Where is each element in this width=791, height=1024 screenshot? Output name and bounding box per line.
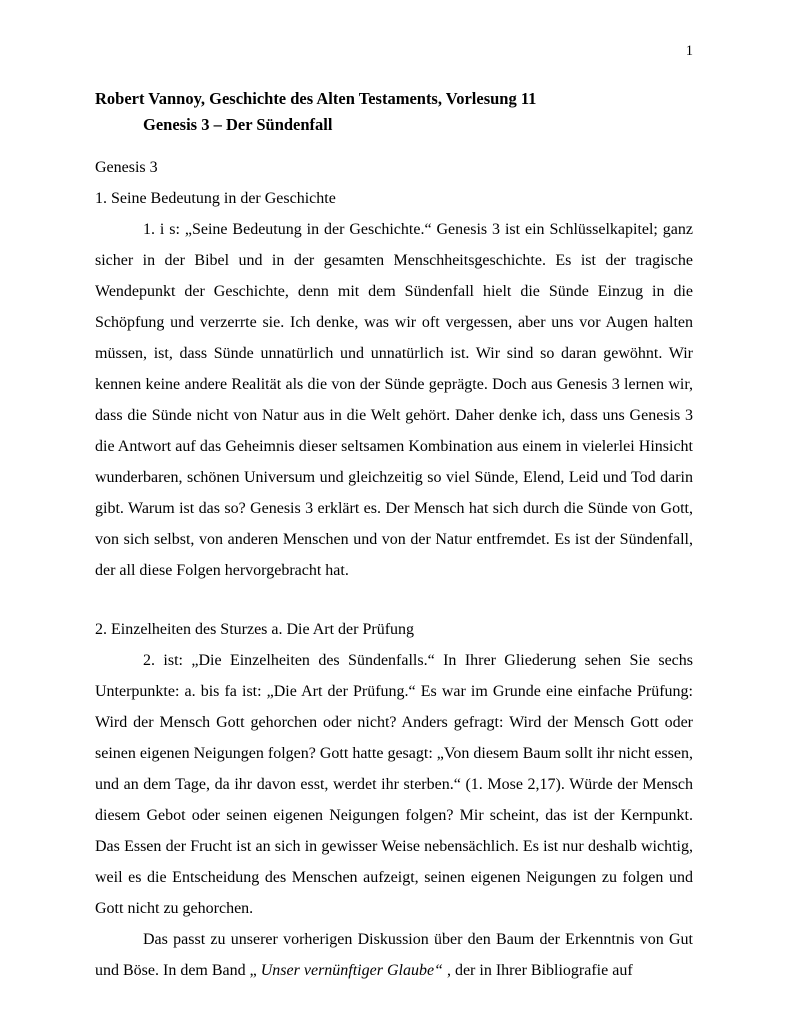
paragraph-3-text-end: , der in Ihrer Bibliografie auf: [446, 962, 633, 979]
paragraph-1: 1. i s: „Seine Bedeutung in der Geschichte.“ Genesis 3 ist ein Schlüsselkapitel; ganz sicher in der Bibel und in der gesamten Menschheitsgeschichte. Es ist der tragische Wendepunkt der Geschichte, denn mit dem Sündenfall hielt die Sünde Einzug in die Schöpfung und verzerrte sie. Ich denke, was wir oft vergessen, aber uns vor Augen halten müssen, ist, dass Sünde unnatürlich und unnatürlich ist. Wir sind so daran gewöhnt. Wir kennen keine andere Realität als die von der Sünde geprägte. Doch aus Genesis 3 lernen wir, dass die Sünde nicht von Natur aus in die Welt gehört. Daher denke ich, dass uns Genesis 3 die Antwort auf das Geheimnis dieser seltsamen Kombination aus einem in vielerlei Hinsicht wunderbaren, schönen Universum und gleichzeitig so viel Sünde, Elend, Leid und Tod darin gibt. Warum ist das so? Genesis 3 erklärt es. Der Mensch hat sich durch die Sünde von Gott, von sich selbst, von anderen Menschen und von der Natur entfremdet. Es ist der Sündenfall, der all diese Folgen hervorgebracht hat.: [95, 221, 693, 579]
paragraph-3: [95, 924, 693, 986]
section-1-heading: 1. Seine Bedeutung in der Geschichte: [95, 190, 336, 207]
paragraph-2: 2. ist: „Die Einzelheiten des Sündenfalls.“ In Ihrer Gliederung sehen Sie sechs Unterpunkte: a. bis fa ist: „Die Art der Prüfung.“ Es war im Grunde eine einfache Prüfung: Wird der Mensch Gott gehorchen oder nicht? Anders gefragt: Wird der Mensch Gott oder seinen eigenen Neigungen folgen? Gott hatte gesagt: „Von diesem Baum sollt ihr nicht essen, und an dem Tage, da ihr davon esst, werdet ihr sterben.“ (1. Mose 2,17). Würde der Mensch diesem Gebot oder seinen eigenen Neigungen folgen? Mir scheint, das ist der Kernpunkt. Das Essen der Frucht ist an sich in gewisser Weise nebensächlich. Es ist nur deshalb wichtig, weil es die Entscheidung des Menschen aufzeigt, seinen eigenen Neigungen zu folgen und Gott nicht zu gehorchen.: [95, 652, 693, 917]
page-number: 1: [685, 43, 693, 59]
book-title-italic: Unser vernünftiger Glaube“: [260, 962, 447, 979]
chapter-heading: Genesis 3: [95, 159, 158, 176]
document-subtitle: Genesis 3 – Der Sündenfall: [143, 115, 333, 134]
section-2-heading: 2. Einzelheiten des Sturzes a. Die Art der Prüfung: [95, 621, 415, 638]
paragraph-3-text-start: Das passt zu unserer vorherigen Diskussion über den Baum der Erkenntnis von Gut und Böse. In dem Band „: [95, 931, 693, 979]
document-title: Robert Vannoy, Geschichte des Alten Testaments, Vorlesung 11: [95, 89, 537, 108]
